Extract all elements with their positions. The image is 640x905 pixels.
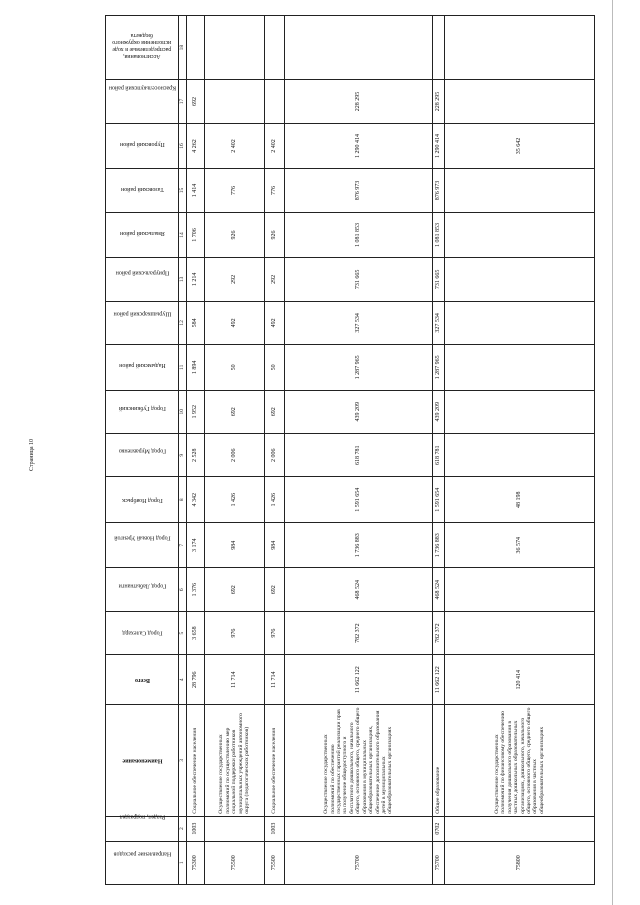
amount-cell: 36 574	[445, 522, 595, 568]
amount-cell	[445, 345, 595, 391]
amount-cell: 976	[265, 611, 285, 654]
amount-cell	[445, 258, 595, 301]
amount-cell: 50	[205, 345, 265, 391]
column-header-label: Ассигнования, распределяемые в ходе исполнения окружного бюджета	[112, 32, 172, 60]
amount-cell: 782 372	[433, 611, 445, 654]
amount-cell: 11 714	[265, 655, 285, 705]
amount-cell: 976	[205, 611, 265, 654]
section-cell	[445, 816, 595, 841]
amount-cell: 731 665	[433, 258, 445, 301]
amount-cell: 292	[205, 258, 265, 301]
column-number: 17	[179, 80, 187, 123]
amount-cell	[187, 16, 205, 80]
amount-cell: 50	[265, 345, 285, 391]
amount-cell	[445, 80, 595, 123]
column-header-label: Пуровский район	[119, 141, 165, 148]
column-number: 3	[179, 705, 187, 817]
amount-cell: 618 781	[433, 434, 445, 477]
expense-code-cell: 75700	[285, 841, 433, 884]
amount-cell: 1 894	[187, 345, 205, 391]
amount-cell	[445, 16, 595, 80]
table-row	[445, 16, 595, 885]
column-number: 14	[179, 212, 187, 258]
column-number: 5	[179, 611, 187, 654]
amount-cell: 2 006	[265, 434, 285, 477]
amount-cell: 618 781	[285, 434, 433, 477]
amount-cell: 3 174	[187, 522, 205, 568]
amount-cell: 11 662 122	[433, 655, 445, 705]
amount-cell: 876 973	[285, 169, 433, 212]
amount-cell: 1 214	[187, 258, 205, 301]
column-header	[106, 16, 179, 80]
amount-cell: 1 287 965	[285, 345, 433, 391]
amount-cell: 11 662 122	[285, 655, 433, 705]
expense-code-cell: 75500	[265, 841, 285, 884]
amount-cell: 1 426	[205, 477, 265, 523]
column-number: 2	[179, 816, 187, 841]
expense-code-cell: 75300	[187, 841, 205, 884]
column-header-label: Город Лабытнанги	[118, 582, 166, 589]
column-header	[106, 390, 179, 433]
amount-cell: 2 528	[187, 434, 205, 477]
amount-cell: 439 209	[433, 390, 445, 433]
amount-cell: 492	[205, 301, 265, 344]
column-number: 7	[179, 522, 187, 568]
amount-cell: 1 290 414	[433, 123, 445, 169]
item-name-cell: Социальное обеспечение населения	[265, 705, 285, 817]
amount-cell: 11 714	[205, 655, 265, 705]
item-name-cell: Социальное обеспечение населения	[187, 705, 205, 817]
amount-cell: 3 658	[187, 611, 205, 654]
amount-cell: 1 426	[265, 477, 285, 523]
column-number: 1	[179, 841, 187, 884]
column-number: 12	[179, 301, 187, 344]
amount-cell	[285, 16, 433, 80]
amount-cell: 776	[205, 169, 265, 212]
column-header	[106, 301, 179, 344]
column-header-label: Приуральский район	[115, 269, 169, 276]
amount-cell: 2 402	[265, 123, 285, 169]
amount-cell	[445, 390, 595, 433]
amount-cell: 731 665	[285, 258, 433, 301]
column-header	[106, 345, 179, 391]
column-header	[106, 813, 179, 841]
table-row	[265, 16, 285, 885]
column-header-label: Город Салехард	[121, 629, 163, 636]
item-name-cell: Осуществление государственных полномочий по финансовому обеспечению получения дошкольного образования в частных дошкольных образовательных организациях, дошкольного, начального общего, основного общего, среднего общего образования в частных общеобразовательных организациях	[445, 705, 595, 817]
section-cell	[285, 816, 433, 841]
amount-cell: 1 081 853	[285, 212, 433, 258]
table-row	[187, 16, 205, 885]
amount-cell: 692	[265, 568, 285, 611]
amount-cell	[445, 611, 595, 654]
expense-code-cell: 75700	[433, 841, 445, 884]
column-header	[106, 841, 179, 884]
column-header-label: Город Ноябрьск	[121, 497, 163, 504]
budget-allocation-table	[105, 15, 595, 885]
amount-cell	[445, 169, 595, 212]
column-header	[106, 568, 179, 611]
column-number: 4	[179, 655, 187, 705]
column-header-label: Наименование	[121, 757, 162, 764]
amount-cell: 468 524	[285, 568, 433, 611]
amount-cell: 4 342	[187, 477, 205, 523]
amount-cell: 1 414	[187, 169, 205, 212]
amount-cell: 984	[265, 522, 285, 568]
amount-cell: 782 372	[285, 611, 433, 654]
amount-cell: 28 796	[187, 655, 205, 705]
amount-cell: 1 591 654	[433, 477, 445, 523]
column-header-label: Красноселькупский район	[108, 84, 176, 91]
amount-cell: 926	[205, 212, 265, 258]
amount-cell: 468 524	[433, 568, 445, 611]
table-row	[205, 16, 265, 885]
column-header-label: Город Муравленко	[118, 448, 166, 455]
amount-cell: 776	[265, 169, 285, 212]
amount-cell: 1 290 414	[285, 123, 433, 169]
amount-cell: 876 973	[433, 169, 445, 212]
column-header	[106, 169, 179, 212]
amount-cell	[445, 434, 595, 477]
column-number: 13	[179, 258, 187, 301]
table-row	[433, 16, 445, 885]
amount-cell: 1 376	[187, 568, 205, 611]
column-header	[106, 80, 179, 123]
amount-cell: 228 295	[433, 80, 445, 123]
column-header	[106, 258, 179, 301]
column-header-label: Надымский район	[118, 361, 166, 368]
amount-cell: 1 736 883	[285, 522, 433, 568]
amount-cell: 1 081 853	[433, 212, 445, 258]
amount-cell: 1 952	[187, 390, 205, 433]
column-header	[106, 123, 179, 169]
rotated-document	[0, 15, 595, 885]
column-number: 9	[179, 434, 187, 477]
amount-cell	[433, 16, 445, 80]
amount-cell	[265, 16, 285, 80]
column-number: 16	[179, 123, 187, 169]
column-number-row	[179, 16, 187, 885]
amount-cell: 327 534	[285, 301, 433, 344]
item-name-cell: Общее образование	[433, 705, 445, 817]
section-cell	[205, 816, 265, 841]
amount-cell	[205, 80, 265, 123]
column-header	[106, 434, 179, 477]
column-number: 11	[179, 345, 187, 391]
amount-cell: 4 262	[187, 123, 205, 169]
column-header	[106, 522, 179, 568]
column-number: 8	[179, 477, 187, 523]
column-header-label: Город Новый Уренгой	[113, 534, 171, 541]
column-number: 6	[179, 568, 187, 611]
column-header	[106, 477, 179, 523]
column-header-label: Направление расходов	[113, 850, 171, 857]
amount-cell: 692	[187, 80, 205, 123]
column-number: 10	[179, 390, 187, 433]
column-header	[106, 212, 179, 258]
item-name-cell: Осуществление государственных полномочий по осуществлению мер социальной поддержки работников муниципальных учреждений автономного округа (педагогических работников)	[205, 705, 265, 817]
amount-cell: 327 534	[433, 301, 445, 344]
page-number-label: Страница 10	[29, 438, 35, 472]
amount-cell: 35 642	[445, 123, 595, 169]
column-number: 18	[179, 16, 187, 80]
amount-cell: 692	[205, 390, 265, 433]
table-body	[187, 16, 595, 885]
column-header-label: Тазовский район	[120, 185, 164, 192]
amount-cell: 1 287 965	[433, 345, 445, 391]
amount-cell: 1 706	[187, 212, 205, 258]
amount-cell: 48 198	[445, 477, 595, 523]
section-cell: 1003	[187, 816, 205, 841]
column-header-label: Раздел, подраздел	[119, 813, 165, 820]
table-header-row	[106, 16, 179, 885]
amount-cell: 228 295	[285, 80, 433, 123]
amount-cell: 1 736 883	[433, 522, 445, 568]
column-header-label: Ямальский район	[119, 230, 165, 237]
amount-cell: 692	[265, 390, 285, 433]
amount-cell	[445, 568, 595, 611]
column-header	[106, 611, 179, 654]
column-header	[106, 655, 179, 705]
expense-code-cell: 75500	[205, 841, 265, 884]
section-cell: 0702	[433, 816, 445, 841]
amount-cell: 584	[187, 301, 205, 344]
table-row	[285, 16, 433, 885]
column-header-label: Город Губкинский	[118, 405, 166, 412]
column-header-label: Шурышкарский район	[113, 310, 171, 317]
amount-cell: 1 591 654	[285, 477, 433, 523]
amount-cell: 120 414	[445, 655, 595, 705]
amount-cell: 926	[265, 212, 285, 258]
amount-cell	[445, 212, 595, 258]
amount-cell	[265, 80, 285, 123]
amount-cell: 2 402	[205, 123, 265, 169]
expense-code-cell: 75800	[445, 841, 595, 884]
column-header	[106, 705, 179, 820]
amount-cell: 292	[265, 258, 285, 301]
item-name-cell: Осуществление государственных полномочий по обеспечению государственных гарантий реализации прав на получение общедоступного и бесплатного дошкольного, начального общего, основного общего, среднего общего образования в муниципальных общеобразовательных организациях, обеспечение дополнительного образования детей в муниципальных общеобразовательных организациях	[285, 705, 433, 817]
amount-cell: 984	[205, 522, 265, 568]
amount-cell: 492	[265, 301, 285, 344]
amount-cell	[205, 16, 265, 80]
amount-cell: 692	[205, 568, 265, 611]
column-header-label: Всего	[134, 677, 150, 684]
scan-edge-line	[612, 0, 613, 905]
column-number: 15	[179, 169, 187, 212]
amount-cell	[445, 301, 595, 344]
section-cell: 1003	[265, 816, 285, 841]
amount-cell: 439 209	[285, 390, 433, 433]
amount-cell: 2 006	[205, 434, 265, 477]
